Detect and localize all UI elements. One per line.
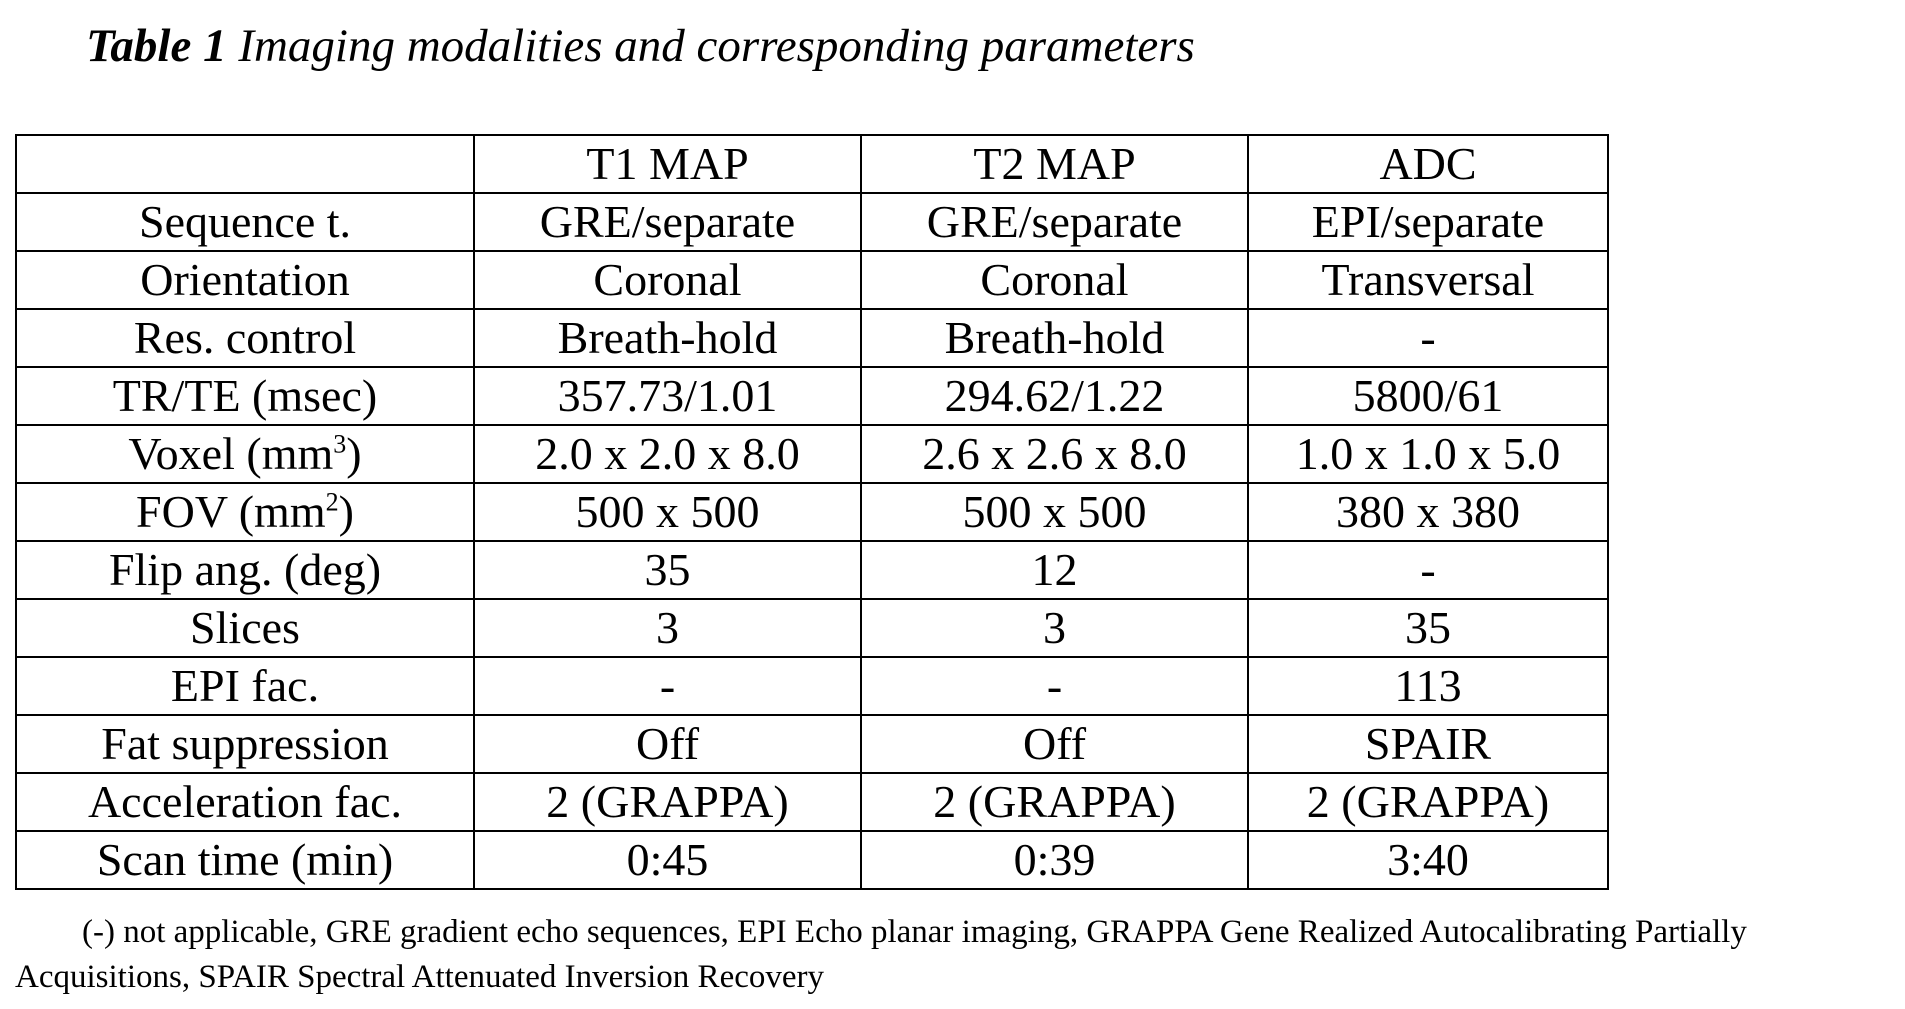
table-cell: 2 (GRAPPA)	[861, 773, 1248, 831]
table-cell: Breath-hold	[474, 309, 861, 367]
table-row	[16, 251, 1608, 309]
table-cell: 500 x 500	[861, 483, 1248, 541]
table-cell: 2.0 x 2.0 x 8.0	[474, 425, 861, 483]
row-label: Sequence t.	[138, 196, 352, 247]
table-row	[16, 541, 1608, 599]
table-cell: 500 x 500	[474, 483, 861, 541]
table-cell: EPI/separate	[1248, 193, 1608, 251]
caption-label: Table 1	[86, 20, 227, 72]
row-label: Slices	[190, 602, 300, 653]
row-label-cell	[16, 251, 474, 309]
table-cell: 5800/61	[1248, 367, 1608, 425]
row-label: Voxel (mm	[128, 428, 334, 479]
table-row	[16, 599, 1608, 657]
row-label: FOV (mm	[136, 486, 326, 537]
table-cell: 0:45	[474, 831, 861, 889]
row-label-cell	[16, 367, 474, 425]
table-row	[16, 193, 1608, 251]
table-cell: 2.6 x 2.6 x 8.0	[861, 425, 1248, 483]
table-row	[16, 483, 1608, 541]
parameters-table	[15, 134, 1609, 890]
row-label-superscript: 3	[333, 429, 347, 459]
table-cell: 35	[1248, 599, 1608, 657]
row-label-cell	[16, 831, 474, 889]
row-label: TR/TE (msec)	[112, 370, 378, 421]
row-label: EPI fac.	[170, 660, 320, 711]
table-cell: 113	[1248, 657, 1608, 715]
table-cell: Coronal	[861, 251, 1248, 309]
table-cell: Off	[474, 715, 861, 773]
row-label-cell	[16, 599, 474, 657]
header-cell-empty	[16, 135, 474, 193]
row-label-cell	[16, 657, 474, 715]
row-label-superscript: 2	[325, 487, 339, 517]
table-cell: 12	[861, 541, 1248, 599]
table-cell: -	[474, 657, 861, 715]
row-label-cell	[16, 425, 474, 483]
table-cell: Transversal	[1248, 251, 1608, 309]
table-cell: 3:40	[1248, 831, 1608, 889]
row-label: Acceleration fac.	[87, 776, 403, 827]
table-cell: 2 (GRAPPA)	[474, 773, 861, 831]
header-row	[16, 135, 1608, 193]
table-cell: -	[1248, 541, 1608, 599]
table-cell: 1.0 x 1.0 x 5.0	[1248, 425, 1608, 483]
table-cell: Breath-hold	[861, 309, 1248, 367]
row-label-cell	[16, 193, 474, 251]
table-footnote: (-) not applicable, GRE gradient echo sequences, EPI Echo planar imaging, GRAPPA Gene Realized Autocalibrating Partially Acquisitions, SPAIR Spectral Attenuated Inversion Recovery	[15, 914, 1747, 995]
table-cell: Coronal	[474, 251, 861, 309]
table-row	[16, 367, 1608, 425]
row-label-suffix: )	[338, 486, 354, 537]
table-cell: -	[1248, 309, 1608, 367]
table-cell: 35	[474, 541, 861, 599]
row-label-cell	[16, 773, 474, 831]
table-row	[16, 657, 1608, 715]
table-cell: 357.73/1.01	[474, 367, 861, 425]
table-row	[16, 715, 1608, 773]
row-label: Fat suppression	[101, 718, 389, 769]
table-cell: -	[861, 657, 1248, 715]
table-cell: SPAIR	[1248, 715, 1608, 773]
table-cell: 0:39	[861, 831, 1248, 889]
caption-text: Imaging modalities and corresponding parameters	[226, 20, 1195, 72]
table-cell: GRE/separate	[474, 193, 861, 251]
table-cell: GRE/separate	[861, 193, 1248, 251]
table-row	[16, 309, 1608, 367]
table-cell: 294.62/1.22	[861, 367, 1248, 425]
row-label: Scan time (min)	[96, 834, 394, 885]
table-cell: 3	[861, 599, 1248, 657]
header-cell-t1-map: T1 MAP	[474, 135, 861, 193]
table-row	[16, 425, 1608, 483]
table-body	[16, 135, 1608, 889]
header-cell-t2-map: T2 MAP	[861, 135, 1248, 193]
row-label: Orientation	[140, 254, 350, 305]
table-caption	[86, 18, 1195, 74]
row-label-cell	[16, 541, 474, 599]
table-row	[16, 831, 1608, 889]
table-row	[16, 773, 1608, 831]
row-label-suffix: )	[346, 428, 362, 479]
row-label-cell	[16, 715, 474, 773]
table-cell: 380 x 380	[1248, 483, 1608, 541]
row-label-cell	[16, 483, 474, 541]
row-label: Flip ang. (deg)	[108, 544, 382, 595]
table-cell: 3	[474, 599, 861, 657]
header-cell-adc: ADC	[1248, 135, 1608, 193]
row-label: Res. control	[133, 312, 357, 363]
table-cell: Off	[861, 715, 1248, 773]
table-cell: 2 (GRAPPA)	[1248, 773, 1608, 831]
row-label-cell	[16, 309, 474, 367]
